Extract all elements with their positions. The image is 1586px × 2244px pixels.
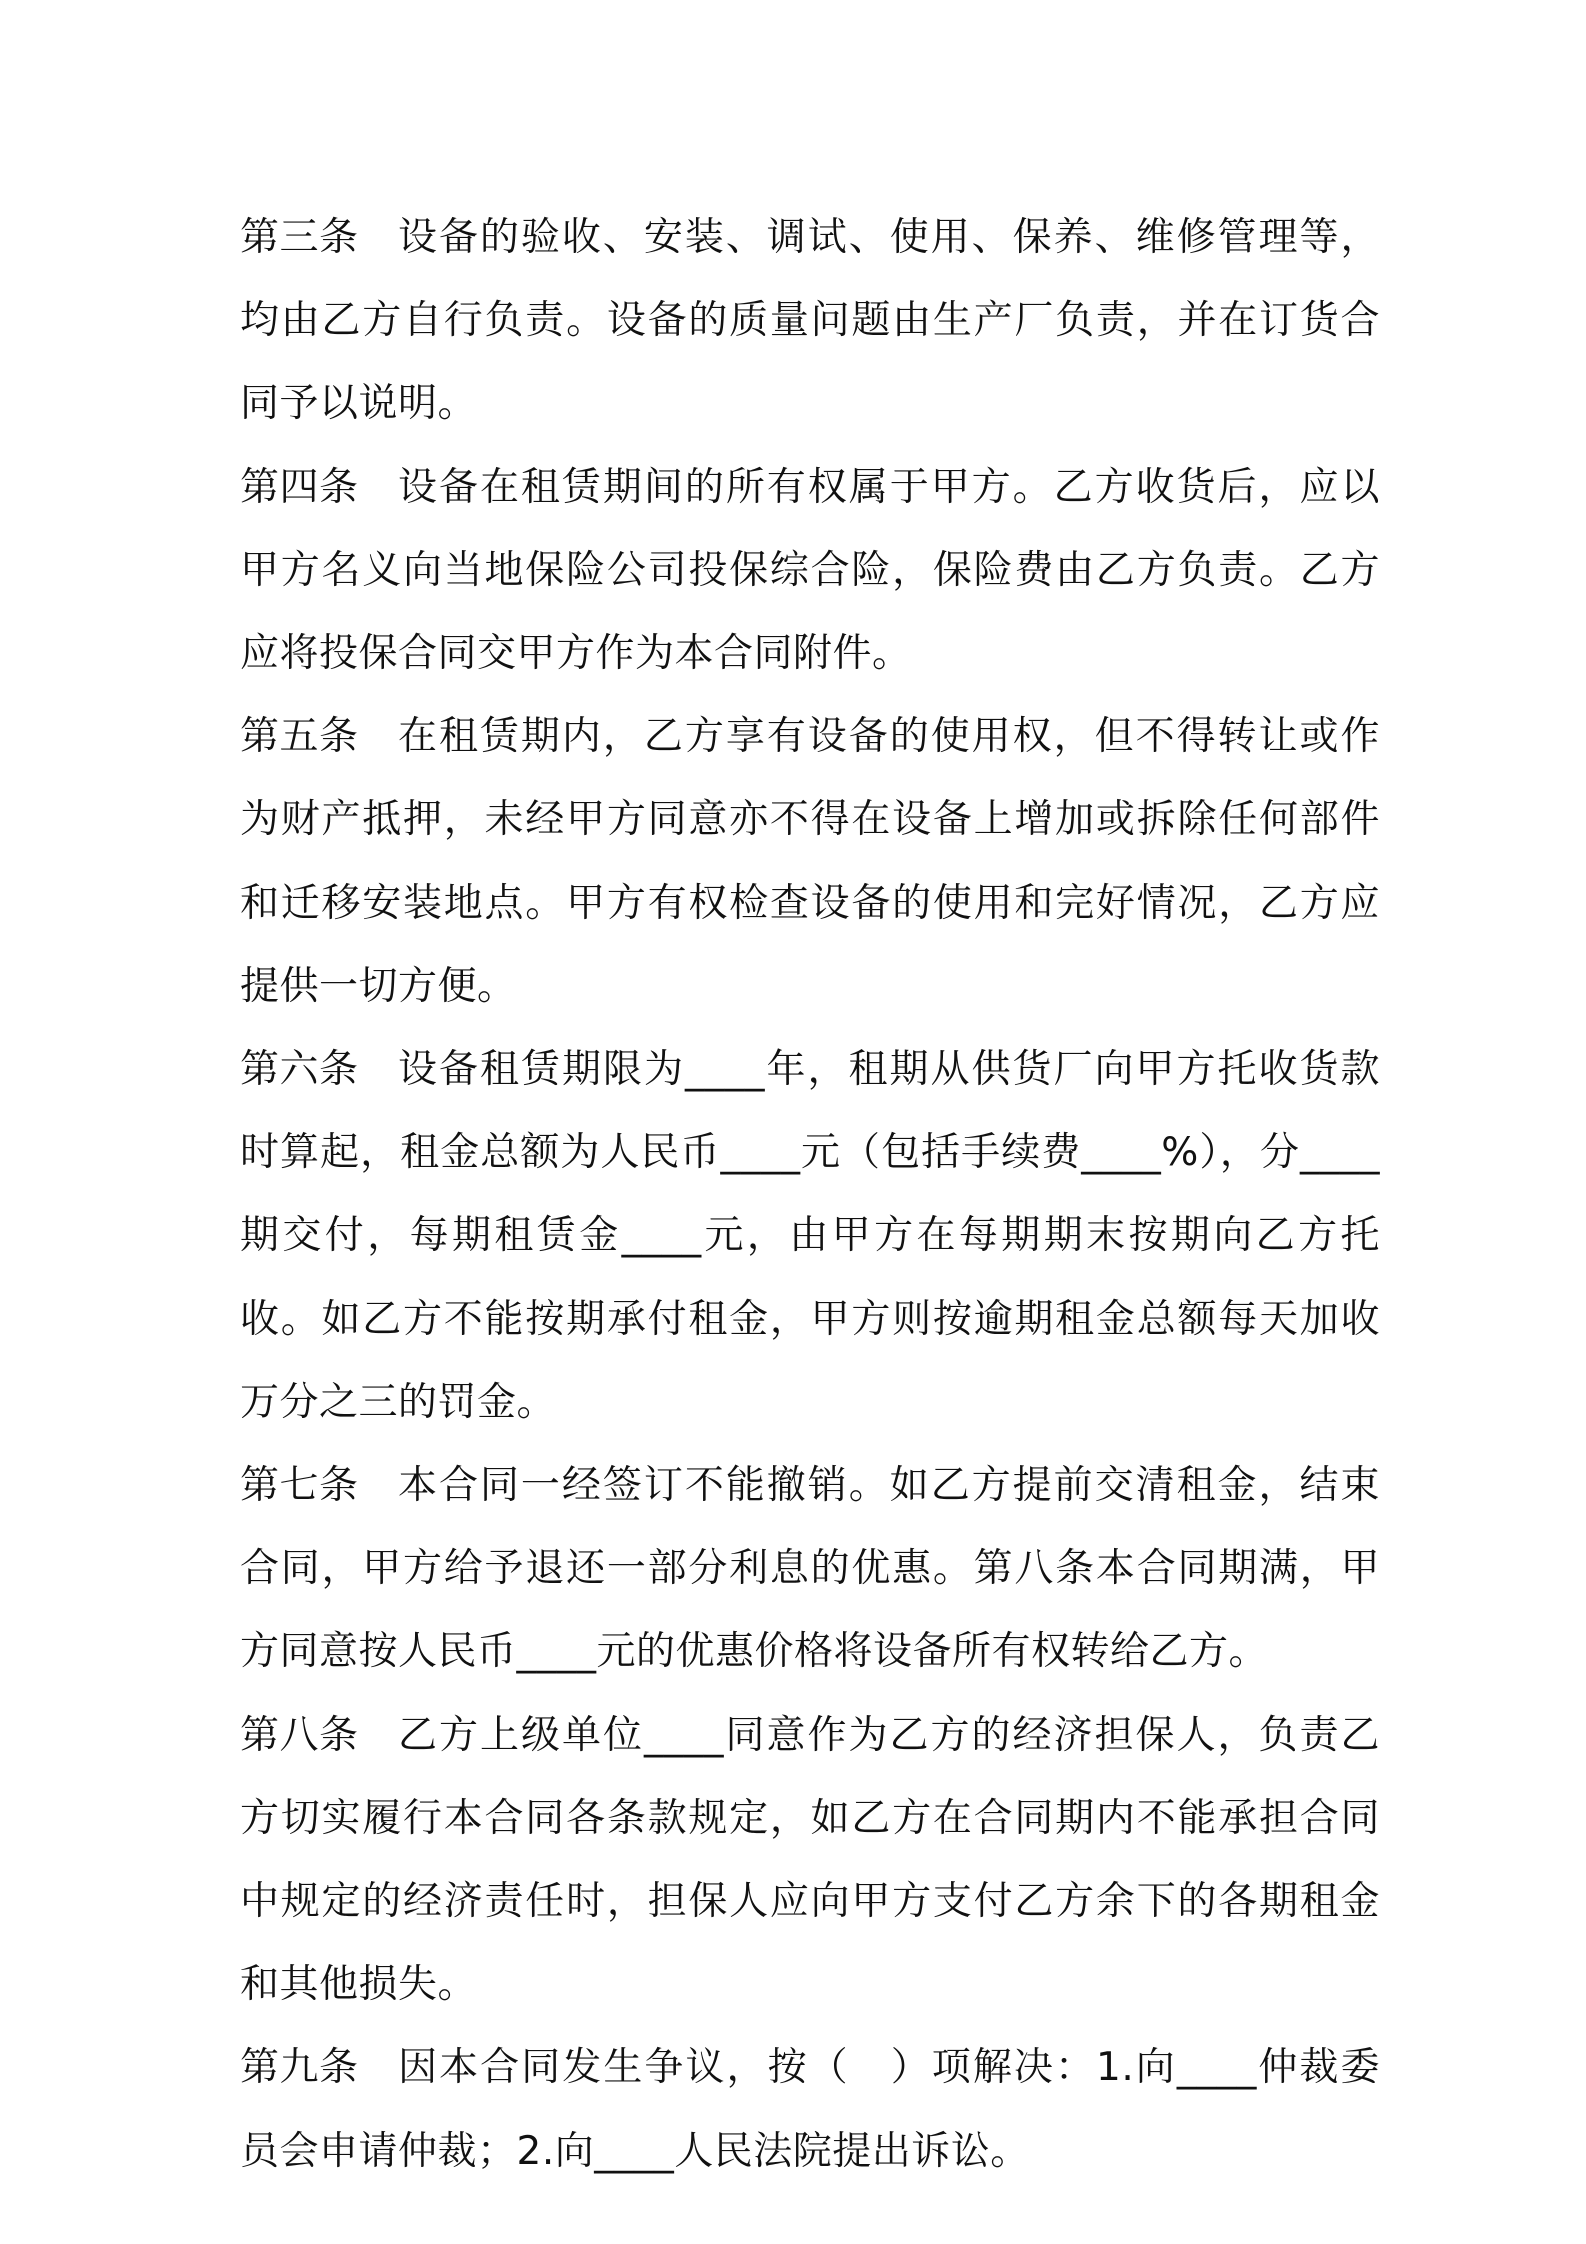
clause-number: 第六条 xyxy=(240,1047,359,1093)
clause-number: 第四条 xyxy=(240,464,359,510)
clause-6 xyxy=(240,1028,1380,1444)
clause-number: 第九条 xyxy=(240,2045,359,2091)
clause-4 xyxy=(240,446,1380,696)
clause-text: 设备的验收、安装、调试、使用、保养、维修管理等，均由乙方自行负责。设备的质量问题由生产厂负责，并在订货合同予以说明。 xyxy=(240,215,1380,427)
clause-number: 第七条 xyxy=(240,1463,359,1509)
clause-text: 在租赁期内，乙方享有设备的使用权，但不得转让或作为财产抵押，未经甲方同意亦不得在设备上增加或拆除任何部件和迁移安装地点。甲方有权检查设备的使用和完好情况，乙方应提供一切方便。 xyxy=(240,714,1380,1009)
clause-5 xyxy=(240,695,1380,1028)
clause-3 xyxy=(240,196,1380,446)
clause-number: 第八条 xyxy=(240,1712,359,1758)
clause-text: 本合同一经签订不能撤销。如乙方提前交清租金，结束合同，甲方给予退还一部分利息的优惠。第八条本合同期满，甲方同意按人民币____元的优惠价格将设备所有权转给乙方。 xyxy=(240,1463,1380,1675)
clause-number: 第五条 xyxy=(240,714,359,760)
clause-text: 设备在租赁期间的所有权属于甲方。乙方收货后，应以甲方名义向当地保险公司投保综合险，保险费由乙方负责。乙方应将投保合同交甲方作为本合同附件。 xyxy=(240,464,1380,677)
clause-text: 乙方上级单位____同意作为乙方的经济担保人，负责乙方切实履行本合同各条款规定，如乙方在合同期内不能承担合同中规定的经济责任时，担保人应向甲方支付乙方余下的各期租金和其他损失。 xyxy=(240,1712,1380,2008)
clause-8 xyxy=(240,1694,1380,2027)
contract-body xyxy=(240,196,1380,2193)
clause-text: 因本合同发生争议，按（ ）项解决：1.向____仲裁委员会申请仲裁；2.向____人民法院提出诉讼。 xyxy=(240,2045,1380,2174)
clause-text: 设备租赁期限为____年，租期从供货厂向甲方托收货款时算起，租金总额为人民币____元（包括手续费____%），分____期交付，每期租赁金____元，由甲方在每期期末按期向乙方托收。如乙方不能按期承付租金，甲方则按逾期租金总额每天加收万分之三的罚金。 xyxy=(240,1047,1380,1425)
clause-7 xyxy=(240,1444,1380,1694)
clause-number: 第三条 xyxy=(240,215,359,260)
clause-9 xyxy=(240,2026,1380,2192)
